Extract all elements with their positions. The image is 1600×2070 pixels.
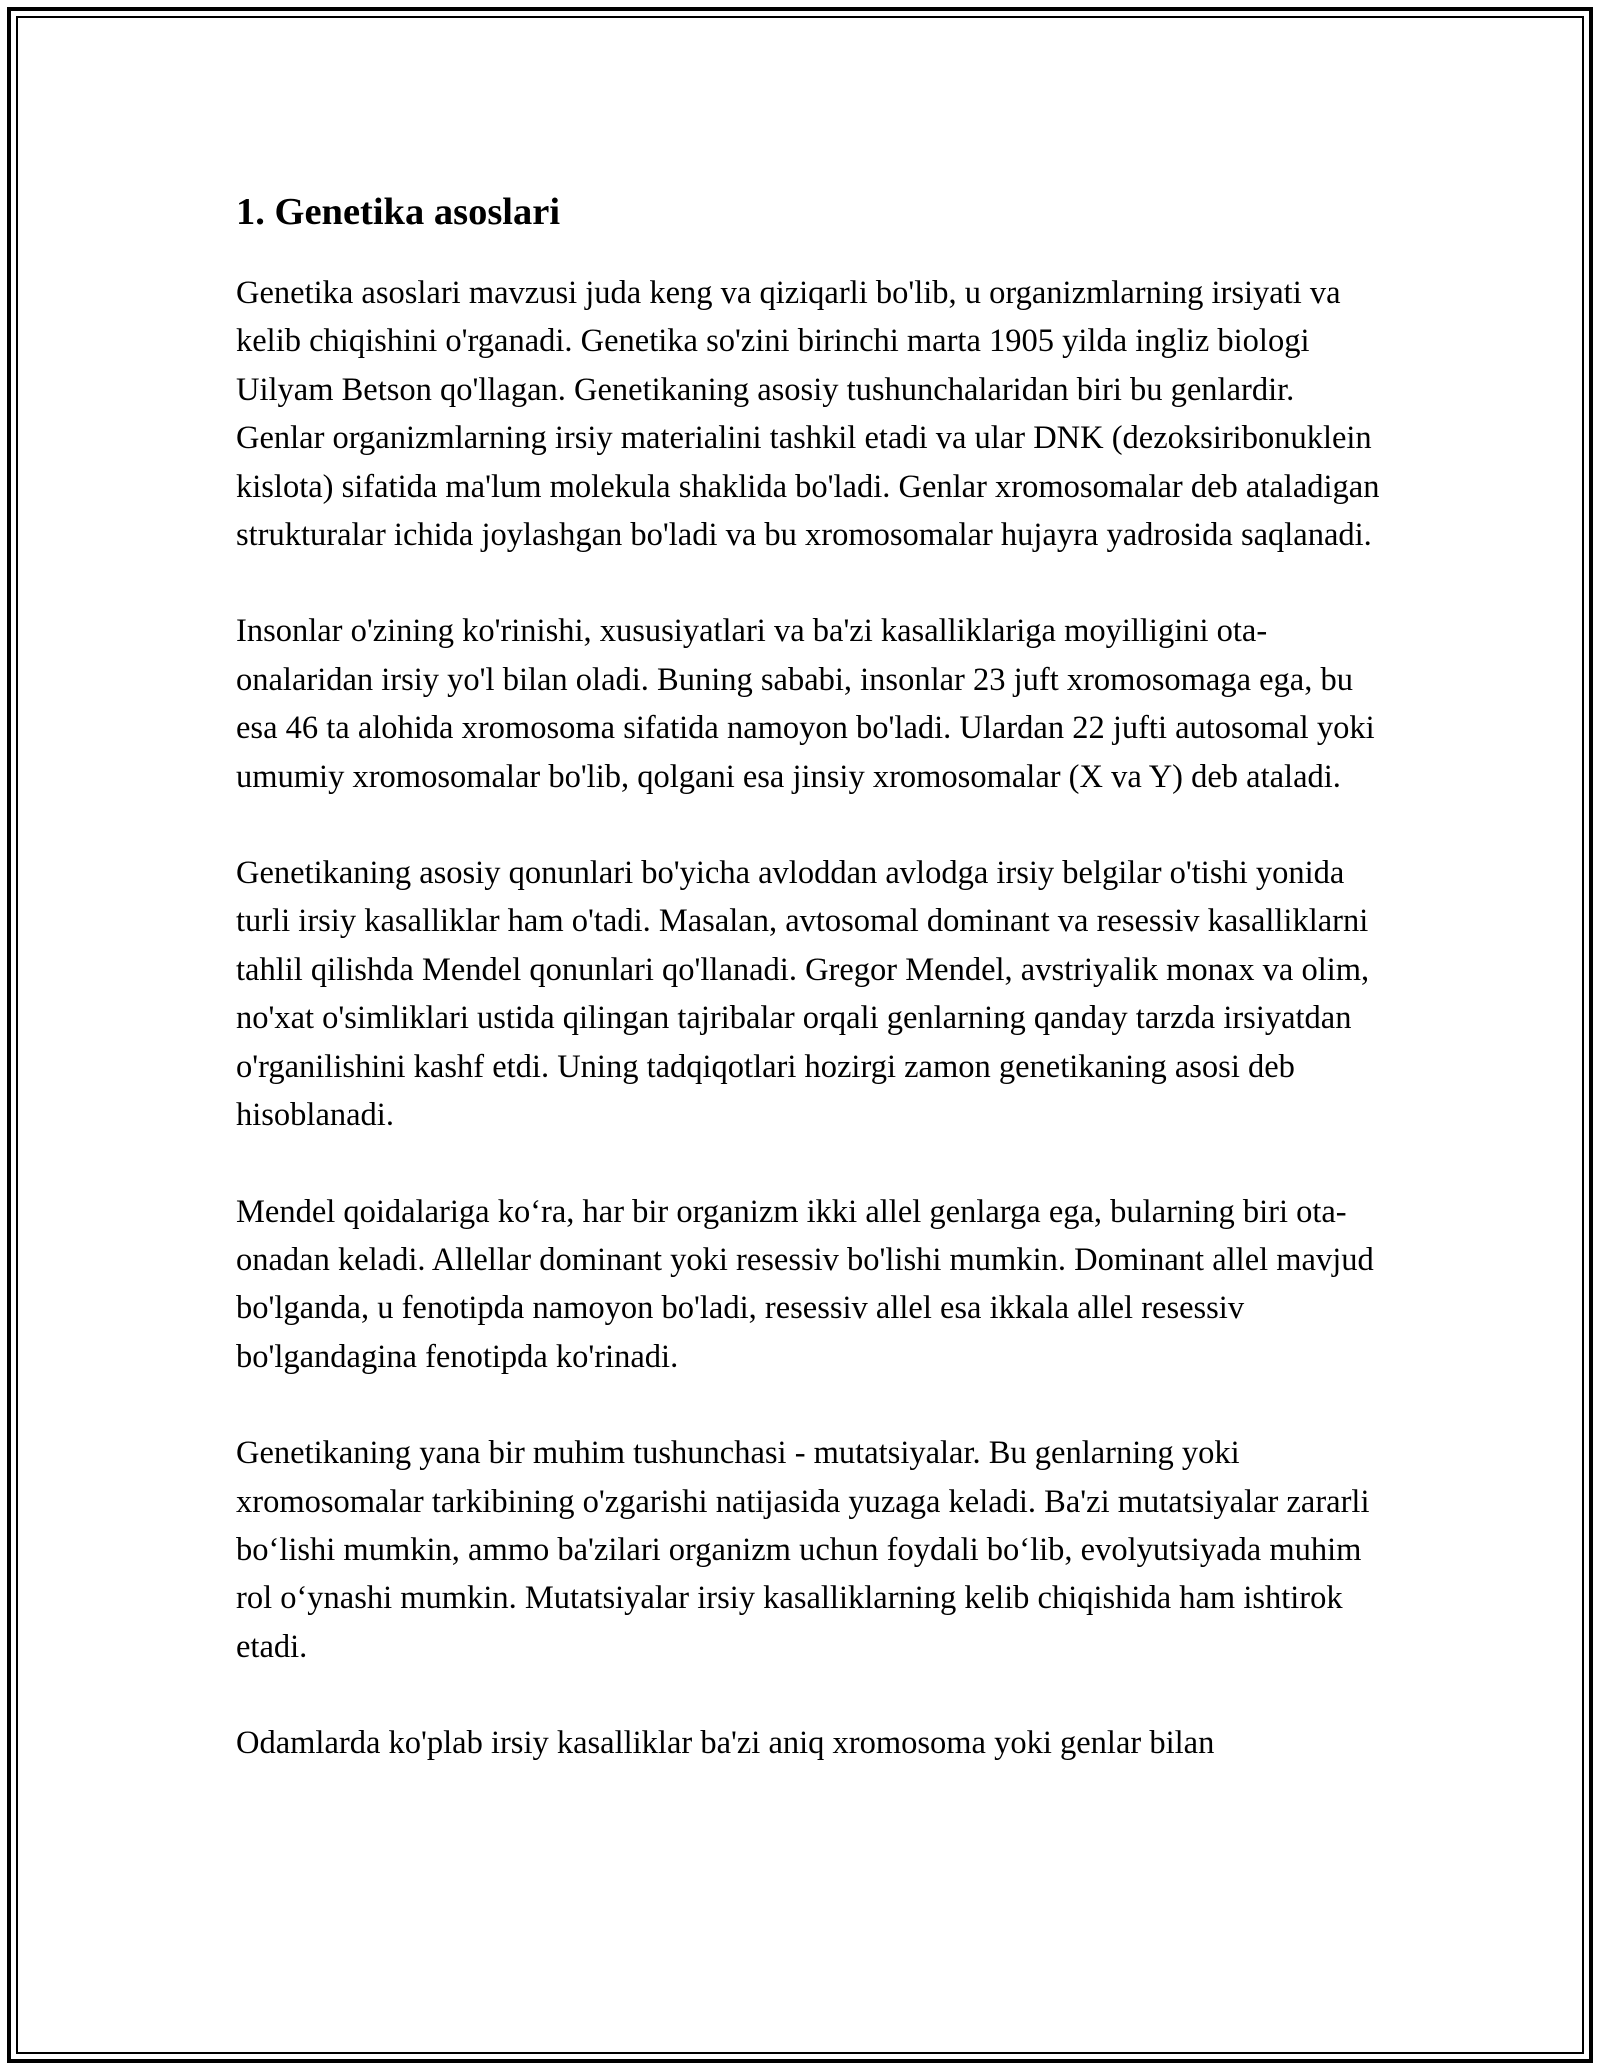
paragraph-alleles: Mendel qoidalariga ko‘ra, har bir organizm ikki allel genlarga ega, bularning biri ota-onadan keladi. Allellar dominant yoki resessiv bo'lishi mumkin. Dominant allel mavjud bo'lganda, u fenotipda namoyon bo'ladi, resessiv allel esa ikkala allel resessiv bo'lgandagina fenotipda ko'rinadi. [236,1193,1374,1375]
document-body [236,186,1386,1816]
paragraph-mendel-laws: Genetikaning asosiy qonunlari bo'yicha avloddan avlodga irsiy belgilar o'tishi yonida turli irsiy kasalliklar ham o'tadi. Masalan, avtosomal dominant va resessiv kasalliklarni tahlil qilishda Mendel qonunlari qo'llanadi. Gregor Mendel, avstriyalik monax va olim, no'xat o'simliklari ustida qilingan tajribalar orqali genlarning qanday tarzda irsiyatdan o'rganilishini kashf etdi. Uning tadqiqotlari hozirgi zamon genetikaning asosi deb hisoblanadi. [236,855,1370,1134]
section-heading: 1. Genetika asoslari [236,191,561,233]
paragraph-genetics-intro: Genetika asoslari mavzusi juda keng va qiziqarli bo'lib, u organizmlarning irsiyati va kelib chiqishini o'rganadi. Genetika so'zini birinchi marta 1905 yilda ingliz biologi Uilyam Betson qo'llagan. Genetikaning asosiy tushunchalaridan biri bu genlardir. Genlar organizmlarning irsiy materialini tashkil etadi va ular DNK (dezoksiribonuklein kislota) sifatida ma'lum molekula shaklida bo'ladi. Genlar xromosomalar deb ataladigan strukturalar ichida joylashgan bo'ladi va bu xromosomalar hujayra yadrosida saqlanadi. [236,275,1380,554]
paragraph-hereditary-diseases: Odamlarda ko'plab irsiy kasalliklar ba'zi aniq xromosoma yoki genlar bilan [236,1725,1215,1762]
paragraph-chromosomes: Insonlar o'zining ko'rinishi, xususiyatlari va ba'zi kasalliklariga moyilligini ota-onalaridan irsiy yo'l bilan oladi. Buning sababi, insonlar 23 juft xromosomaga ega, bu esa 46 ta alohida xromosoma sifatida namoyon bo'ladi. Ulardan 22 jufti autosomal yoki umumiy xromosomalar bo'lib, qolgani esa jinsiy xromosomalar (X va Y) deb ataladi. [236,613,1375,795]
paragraph-mutations: Genetikaning yana bir muhim tushunchasi - mutatsiyalar. Bu genlarning yoki xromosomalar tarkibining o'zgarishi natijasida yuzaga keladi. Ba'zi mutatsiyalar zararli bo‘lishi mumkin, ammo ba'zilari organizm uchun foydali bo‘lib, evolyutsiyada muhim rol o‘ynashi mumkin. Mutatsiyalar irsiy kasalliklarning kelib chiqishida ham ishtirok etadi. [236,1435,1370,1665]
